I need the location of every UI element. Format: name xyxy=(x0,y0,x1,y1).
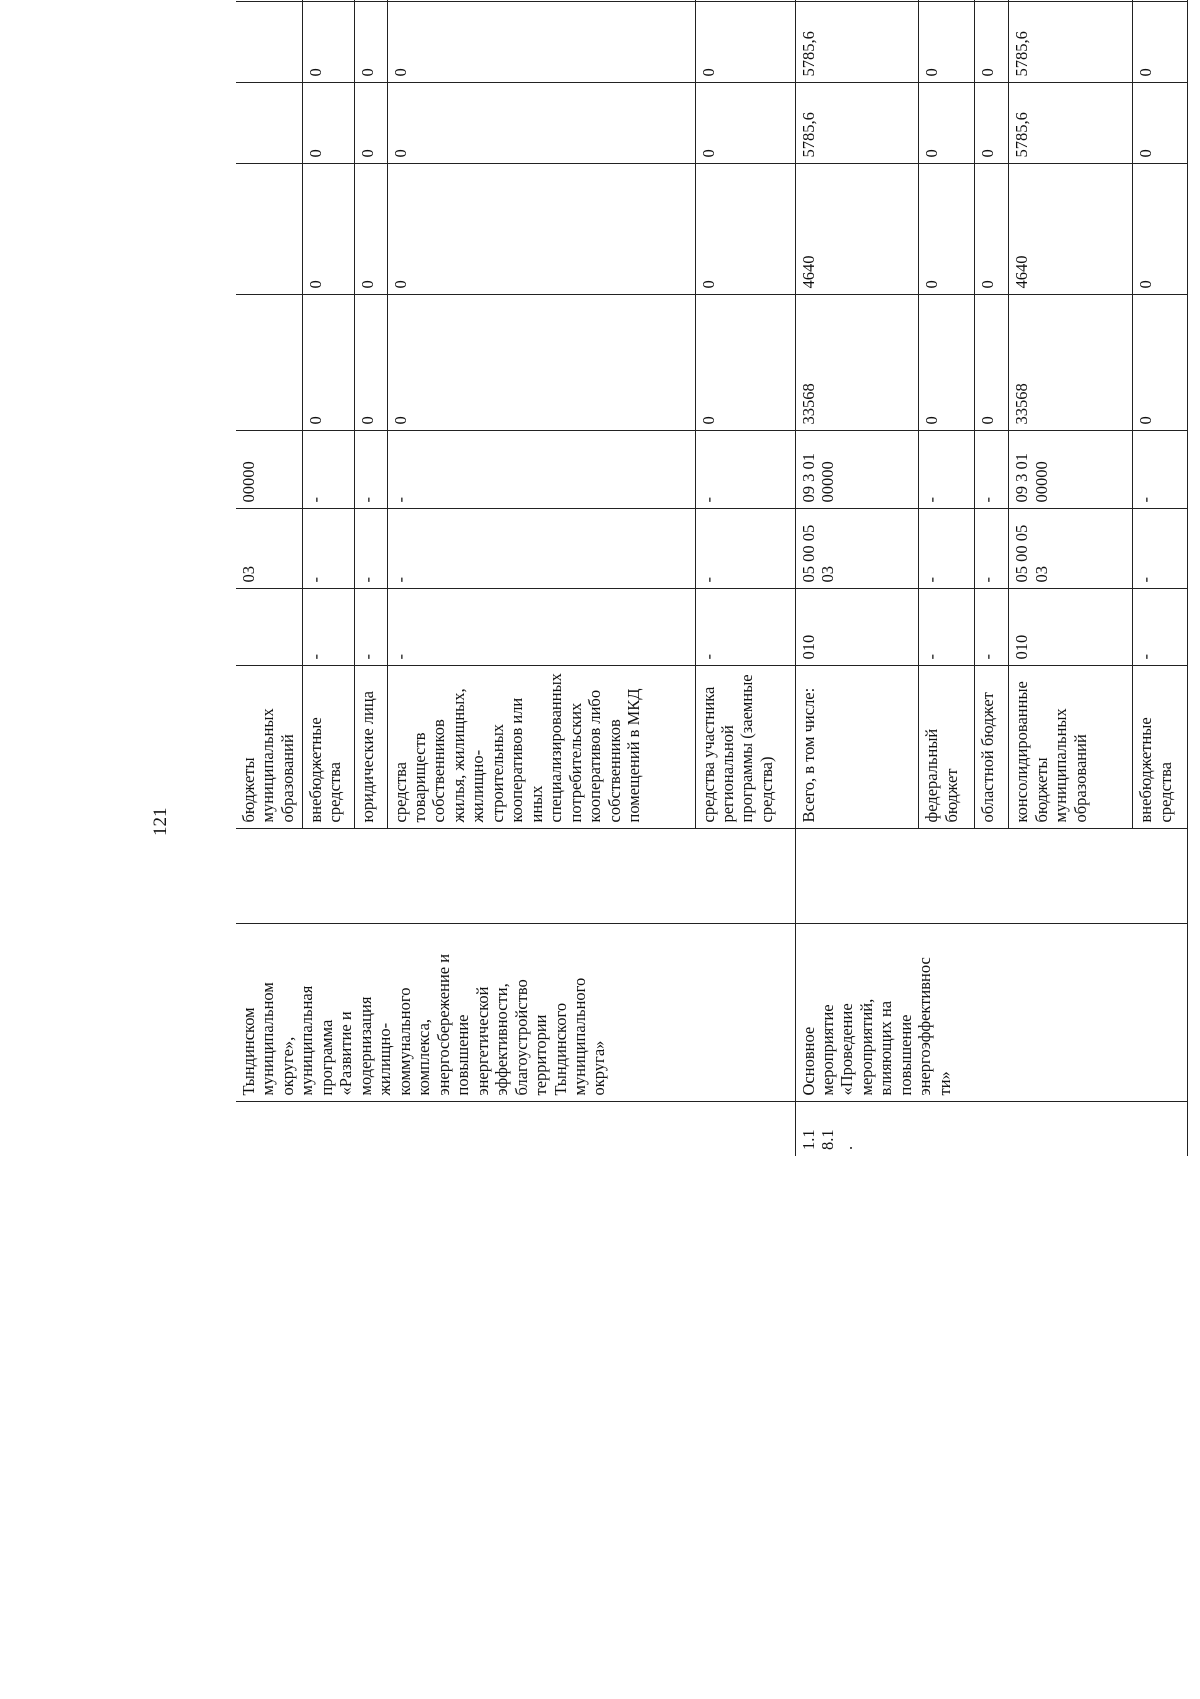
value-year-cell: 0 xyxy=(354,164,387,295)
value-total-cell: 0 xyxy=(1133,295,1188,431)
value-total-cell: 0 xyxy=(695,295,795,431)
value-year-cell: 0 xyxy=(695,164,795,295)
rzpr-cell: - xyxy=(354,509,387,589)
funding-source-cell: федеральный бюджет xyxy=(919,666,975,829)
value-year-cell: 0 xyxy=(919,83,975,164)
rzpr-cell: - xyxy=(919,509,975,589)
grbs-cell: - xyxy=(1133,589,1188,666)
csr-cell: - xyxy=(387,431,695,509)
value-year-cell xyxy=(236,164,302,295)
funding-source-cell: бюджеты муниципальных образований xyxy=(236,666,302,829)
value-year-cell: 5785,6 xyxy=(795,83,919,164)
value-total-cell: 33568 xyxy=(795,295,919,431)
value-year-cell xyxy=(387,0,695,2)
row-number-cell xyxy=(236,1102,795,1156)
csr-cell: - xyxy=(919,431,975,509)
funding-source-cell: средства участника региональной программы (заемные средства) xyxy=(695,666,795,829)
value-year-cell: 0 xyxy=(975,83,1009,164)
funding-source-cell: внебюджетные средства xyxy=(302,666,354,829)
grbs-cell: 010 xyxy=(795,589,919,666)
value-year-cell xyxy=(354,0,387,2)
value-total-cell xyxy=(236,295,302,431)
value-year-cell xyxy=(236,0,302,2)
value-year-cell: 0 xyxy=(302,2,354,83)
value-total-cell: 0 xyxy=(302,295,354,431)
value-total-cell: 0 xyxy=(975,295,1009,431)
value-year-cell: 0 xyxy=(919,2,975,83)
value-year-cell: 0 xyxy=(302,164,354,295)
value-year-cell: 0 xyxy=(354,2,387,83)
funding-source-cell: Всего, в том числе: xyxy=(795,666,919,829)
csr-cell: 00000 xyxy=(236,431,302,509)
executor-cell xyxy=(795,829,1188,924)
row-number-cell: 1.1 8.1 . xyxy=(795,1102,1188,1156)
grbs-cell xyxy=(236,589,302,666)
value-total-cell: 0 xyxy=(919,295,975,431)
funding-source-cell: юридические лица xyxy=(354,666,387,829)
grbs-cell: 010 xyxy=(1009,589,1133,666)
funding-source-cell: областной бюджет xyxy=(975,666,1009,829)
csr-cell: - xyxy=(302,431,354,509)
table-row xyxy=(795,0,919,1156)
value-year-cell xyxy=(236,83,302,164)
grbs-cell: - xyxy=(695,589,795,666)
value-year-cell: 0 xyxy=(354,83,387,164)
value-year-cell: 0 xyxy=(1133,164,1188,295)
rzpr-cell: 03 xyxy=(236,509,302,589)
csr-cell: 09 3 01 00000 xyxy=(795,431,919,509)
value-year-cell: 0 xyxy=(975,2,1009,83)
value-total-cell: 33568 xyxy=(1009,295,1133,431)
value-year-cell: 5785,6 xyxy=(1009,83,1133,164)
csr-cell: - xyxy=(1133,431,1188,509)
value-year-cell: 0 xyxy=(387,2,695,83)
value-year-cell: 0 xyxy=(1133,83,1188,164)
csr-cell: 09 3 01 00000 xyxy=(1009,431,1133,509)
funding-source-cell: консолидированные бюджеты муниципальных образований xyxy=(1009,666,1133,829)
rotated-table-container xyxy=(236,0,1188,1156)
value-year-cell: 0 xyxy=(919,164,975,295)
table-row xyxy=(236,0,302,1156)
value-year-cell: 4640 xyxy=(795,164,919,295)
grbs-cell: - xyxy=(302,589,354,666)
executor-cell xyxy=(236,829,795,924)
rzpr-cell: - xyxy=(302,509,354,589)
budget-table xyxy=(236,0,1188,1156)
grbs-cell: - xyxy=(919,589,975,666)
value-year-cell xyxy=(1009,0,1133,2)
csr-cell: - xyxy=(354,431,387,509)
program-name-cell: Тындинском муниципальном округе», муниципальная программа «Развитие и модернизация жилищно- коммунального комплекса, энергосбережение и повышение энергетической эффективности, благоустройство территории Тындинского муниципального округа» xyxy=(236,924,795,1102)
grbs-cell: - xyxy=(975,589,1009,666)
value-total-cell: 0 xyxy=(354,295,387,431)
funding-source-cell: внебюджетные средства xyxy=(1133,666,1188,829)
value-year-cell xyxy=(302,0,354,2)
funding-source-cell: средства товариществ собственников жилья, жилищных, жилищно- строительных кооперативов или иных специализированных потребительских кооперативов либо собственников помещений в МКД xyxy=(387,666,695,829)
value-year-cell: 0 xyxy=(387,164,695,295)
value-year-cell xyxy=(919,0,975,2)
value-year-cell xyxy=(1133,0,1188,2)
value-year-cell xyxy=(795,0,919,2)
value-year-cell xyxy=(236,2,302,83)
rzpr-cell: - xyxy=(387,509,695,589)
value-year-cell: 4640 xyxy=(1009,164,1133,295)
csr-cell: - xyxy=(975,431,1009,509)
grbs-cell: - xyxy=(387,589,695,666)
value-year-cell: 0 xyxy=(302,83,354,164)
rzpr-cell: - xyxy=(695,509,795,589)
csr-cell: - xyxy=(695,431,795,509)
grbs-cell: - xyxy=(354,589,387,666)
value-year-cell xyxy=(975,0,1009,2)
rzpr-cell: 05 00 05 03 xyxy=(795,509,919,589)
value-year-cell xyxy=(695,0,795,2)
value-year-cell: 5785,6 xyxy=(1009,2,1133,83)
measure-name-cell: Основное мероприятие «Проведение мероприятий, влияющих на повышение энергоэффективнос ти» xyxy=(795,924,1188,1102)
rzpr-cell: - xyxy=(1133,509,1188,589)
value-year-cell: 5785,6 xyxy=(795,2,919,83)
value-year-cell: 0 xyxy=(975,164,1009,295)
value-year-cell: 0 xyxy=(1133,2,1188,83)
value-year-cell: 0 xyxy=(695,83,795,164)
value-year-cell: 0 xyxy=(695,2,795,83)
page-number: 121 xyxy=(150,807,171,836)
value-total-cell: 0 xyxy=(387,295,695,431)
rzpr-cell: - xyxy=(975,509,1009,589)
rzpr-cell: 05 00 05 03 xyxy=(1009,509,1133,589)
value-year-cell: 0 xyxy=(387,83,695,164)
